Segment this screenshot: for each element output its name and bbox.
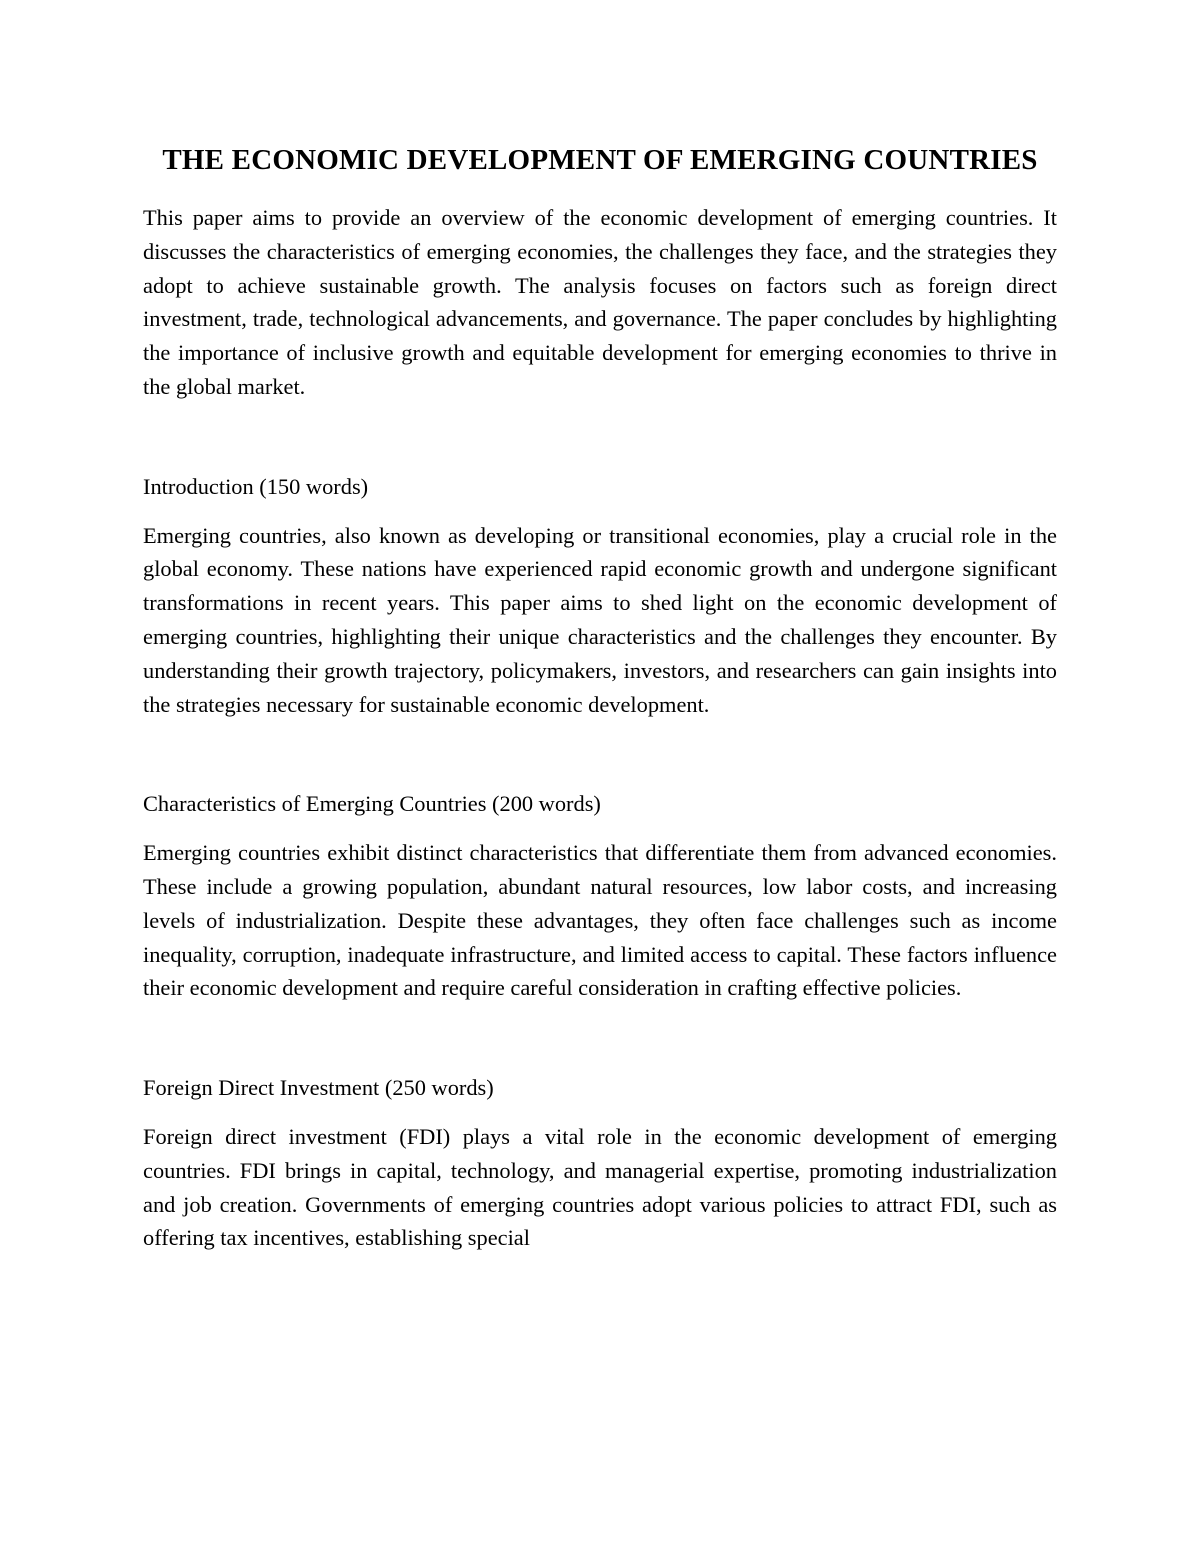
section-body-characteristics: Emerging countries exhibit distinct characteristics that differentiate them from advanced economies. These include a growing population, abundant natural resources, low labor costs, and increasing levels of industrialization. Despite these advantages, they often face challenges such as income inequality, corruption, inadequate infrastructure, and limited access to capital. These factors influence their economic development and require careful consideration in crafting effective policies. <box>143 840 1057 1001</box>
section-heading-fdi: Foreign Direct Investment (250 words) <box>143 1075 494 1101</box>
abstract-paragraph: This paper aims to provide an overview of the economic development of emerging countries. It discusses the characteristics of emerging economies, the challenges they face, and the strategies they adopt to achieve sustainable growth. The analysis focuses on factors such as foreign direct investment, trade, technological advancements, and governance. The paper concludes by highlighting the importance of inclusive growth and equitable development for emerging economies to thrive in the global market. <box>143 205 1057 399</box>
document-content <box>143 138 1057 1255</box>
section-heading-introduction: Introduction (150 words) <box>143 473 369 499</box>
section-heading-characteristics: Characteristics of Emerging Countries (200 words) <box>143 791 601 817</box>
section-body-introduction: Emerging countries, also known as developing or transitional economies, play a crucial role in the global economy. These nations have experienced rapid economic growth and undergone significant transformations in recent years. This paper aims to shed light on the economic development of emerging countries, highlighting their unique characteristics and the challenges they encounter. By understanding their growth trajectory, policymakers, investors, and researchers can gain insights into the strategies necessary for sustainable economic development. <box>143 522 1057 717</box>
section-body-fdi: Foreign direct investment (FDI) plays a vital role in the economic development of emerging countries. FDI brings in capital, technology, and managerial expertise, promoting industrialization and job creation. Governments of emerging countries adopt various policies to attract FDI, such as offering tax incentives, establishing special <box>143 1123 1057 1251</box>
document-title: THE ECONOMIC DEVELOPMENT OF EMERGING COUNTRIES <box>162 144 1038 176</box>
